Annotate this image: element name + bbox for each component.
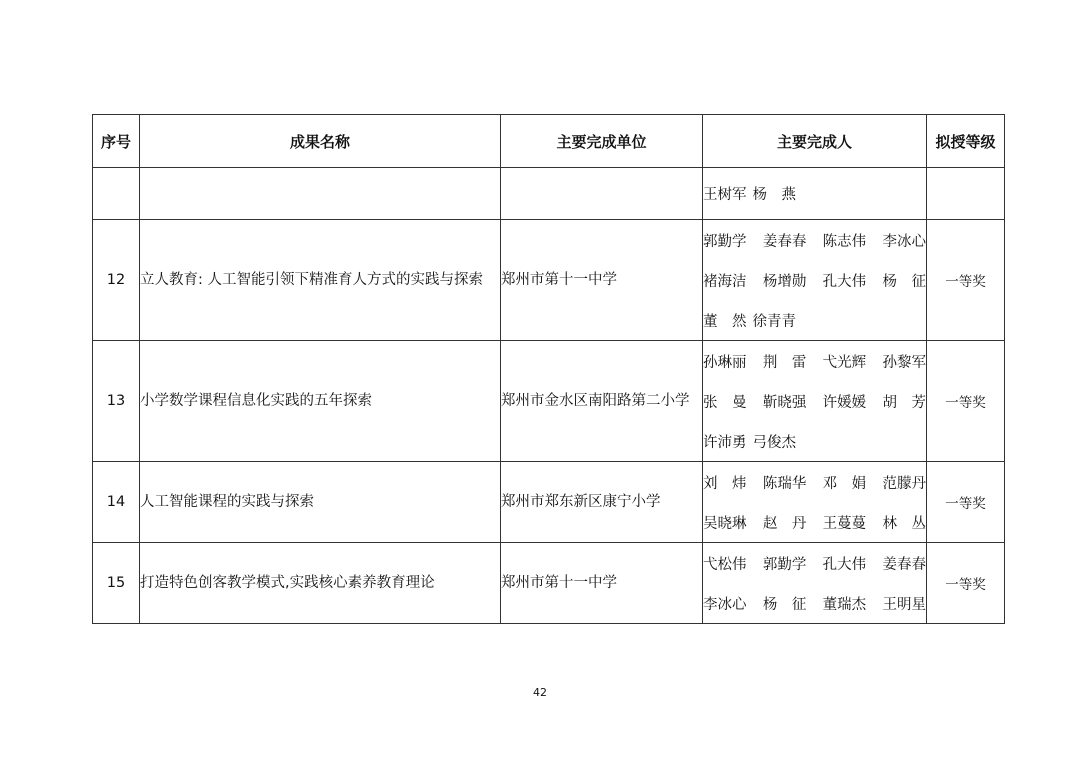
person-name: 吴晓琳 [703, 515, 747, 532]
people-line [703, 583, 926, 623]
people-line [703, 421, 926, 461]
person-name: 杨增勋 [762, 273, 807, 290]
table-header [93, 115, 1005, 168]
person-name: 杨 燕 [752, 187, 796, 203]
person-name: 姜春春 [762, 233, 807, 250]
table-row [93, 220, 1005, 341]
achievement-name: 立人教育: 人工智能引领下精准育人方式的实践与探索 [140, 220, 501, 341]
people-line [703, 543, 926, 583]
table-body [93, 168, 1005, 624]
achievement-name: 小学数学课程信息化实践的五年探索 [140, 341, 501, 462]
page-number: 42 [533, 686, 547, 699]
person-name: 弓俊杰 [752, 434, 796, 451]
awards-table [92, 114, 1005, 624]
person-name: 赵 丹 [762, 515, 807, 532]
person-name: 杨 征 [882, 273, 926, 290]
row-number: 14 [93, 462, 140, 543]
people-line [703, 174, 926, 214]
people-line [703, 300, 926, 340]
people-line [703, 341, 926, 381]
person-name: 孙黎军 [882, 354, 926, 371]
person-name: 李冰心 [703, 596, 747, 613]
achievement-name: 人工智能课程的实践与探索 [140, 462, 501, 543]
person-name: 邓 娟 [822, 475, 867, 492]
award-level: 一等奖 [927, 220, 1005, 341]
person-name: 姜春春 [882, 556, 926, 573]
people-line [703, 220, 926, 260]
header-achievement-name: 成果名称 [140, 115, 501, 168]
table-row [93, 341, 1005, 462]
person-name: 靳晓强 [762, 394, 807, 411]
person-name: 胡 芳 [882, 394, 926, 411]
person-name: 孙琳丽 [703, 354, 747, 371]
people-line [703, 260, 926, 300]
header-number: 序号 [93, 115, 140, 168]
completion-unit: 郑州市第十一中学 [501, 220, 703, 341]
person-name: 王明星 [882, 596, 926, 613]
achievement-name: 打造特色创客教学模式,实践核心素养教育理论 [140, 543, 501, 624]
completion-people [703, 462, 927, 543]
people-line [703, 381, 926, 421]
person-name: 弋光辉 [822, 354, 867, 371]
row-number: 12 [93, 220, 140, 341]
completion-people [703, 543, 927, 624]
person-name: 陈瑞华 [762, 475, 807, 492]
person-name: 董瑞杰 [822, 596, 867, 613]
header-level: 拟授等级 [927, 115, 1005, 168]
achievement-name [140, 168, 501, 220]
award-level: 一等奖 [927, 341, 1005, 462]
completion-people [703, 168, 927, 220]
table-row [93, 543, 1005, 624]
person-name: 褚海洁 [703, 273, 747, 290]
completion-unit: 郑州市郑东新区康宁小学 [501, 462, 703, 543]
person-name: 杨 征 [762, 596, 807, 613]
row-number: 13 [93, 341, 140, 462]
person-name: 董 然 [703, 313, 747, 330]
person-name: 王树军 [703, 187, 747, 203]
table-row [93, 168, 1005, 220]
person-name: 李冰心 [882, 233, 926, 250]
table-row [93, 462, 1005, 543]
people-line [703, 462, 926, 502]
person-name: 孔大伟 [822, 273, 867, 290]
person-name: 陈志伟 [822, 233, 867, 250]
person-name: 郭勤学 [703, 233, 747, 250]
award-level: 一等奖 [927, 543, 1005, 624]
header-people: 主要完成人 [703, 115, 927, 168]
completion-unit: 郑州市金水区南阳路第二小学 [501, 341, 703, 462]
person-name: 刘 炜 [703, 475, 747, 492]
person-name: 荆 雷 [762, 354, 807, 371]
person-name: 许媛媛 [822, 394, 867, 411]
completion-people [703, 220, 927, 341]
person-name: 郭勤学 [762, 556, 807, 573]
person-name: 孔大伟 [822, 556, 867, 573]
person-name: 弋松伟 [703, 556, 747, 573]
award-level: 一等奖 [927, 462, 1005, 543]
people-line [703, 502, 926, 542]
completion-unit [501, 168, 703, 220]
award-level [927, 168, 1005, 220]
person-name: 林 丛 [882, 515, 926, 532]
person-name: 王蔓蔓 [822, 515, 867, 532]
completion-unit: 郑州市第十一中学 [501, 543, 703, 624]
person-name: 范朦丹 [882, 475, 926, 492]
completion-people [703, 341, 927, 462]
header-unit: 主要完成单位 [501, 115, 703, 168]
person-name: 张 曼 [703, 394, 747, 411]
row-number [93, 168, 140, 220]
row-number: 15 [93, 543, 140, 624]
person-name: 徐青青 [752, 313, 796, 330]
person-name: 许沛勇 [703, 434, 747, 451]
